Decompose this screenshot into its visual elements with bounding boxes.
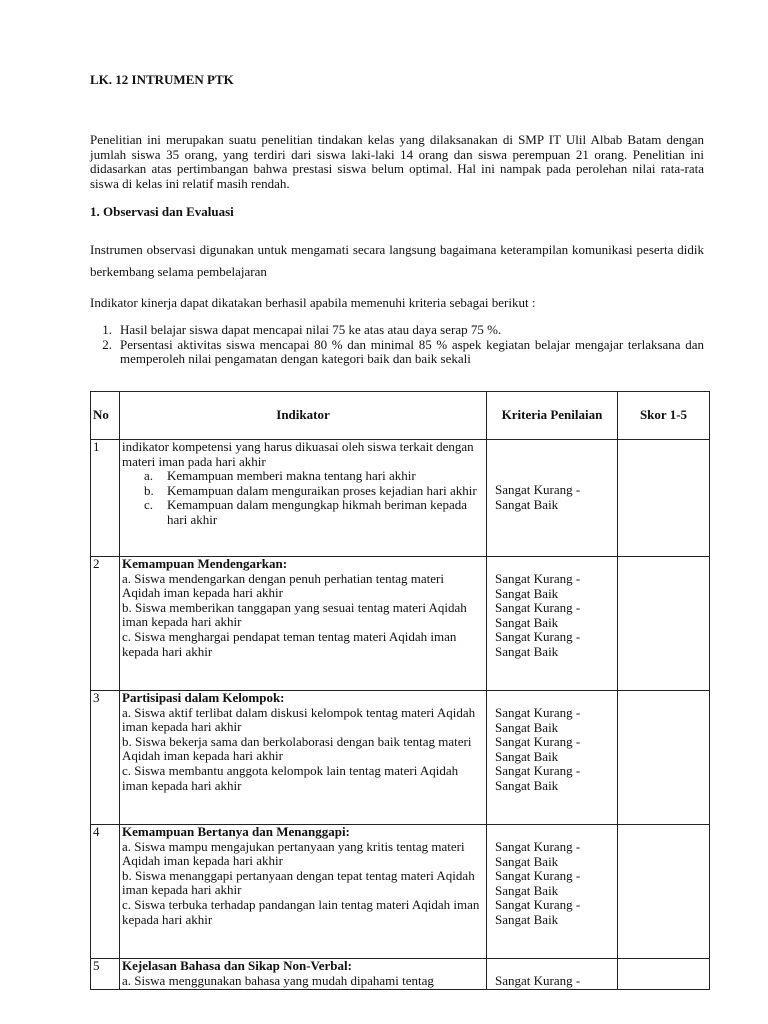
sub-item <box>122 498 484 527</box>
criteria-number: 1. <box>102 322 112 337</box>
row-indikator <box>120 959 487 990</box>
row-heading: Kemampuan Bertanya dan Menanggapi: <box>122 824 350 839</box>
sub-text: Kemampuan dalam mengungkap hikmah beriman kepada hari akhir <box>167 497 467 527</box>
row-heading: Partisipasi dalam Kelompok: <box>122 690 285 705</box>
sub-item <box>122 484 484 499</box>
row-item: a. Siswa mendengarkan dengan penuh perhatian tentag materi Aqidah iman kepada hari akhir <box>122 570 444 601</box>
row-item: b. Siswa menanggapi pertanyaan dengan tepat tentag materi Aqidah iman kepada hari akhir <box>122 867 475 898</box>
row-skor[interactable] <box>618 440 710 557</box>
criteria-item <box>90 338 704 367</box>
indicator-table <box>90 391 710 990</box>
row-indikator <box>120 825 487 959</box>
criteria-text: Hasil belajar siswa dapat mencapai nilai 75 ke atas atau daya serap 75 %. <box>120 322 502 337</box>
row-kriteria <box>487 959 618 990</box>
row-number: 2 <box>91 557 120 691</box>
kriteria-value: Sangat Kurang - Sangat Baik <box>495 897 581 927</box>
kriteria-value: Sangat Kurang - Sangat Baik <box>495 600 581 630</box>
kriteria-value: Sangat Kurang - Sangat Baik <box>495 868 581 898</box>
sub-item <box>122 469 484 484</box>
table-row <box>91 557 710 691</box>
row-indikator <box>120 557 487 691</box>
kriteria-value: Sangat Kurang - Sangat Baik <box>495 571 581 601</box>
row-intro: indikator kompetensi yang harus dikuasai oleh siswa terkait dengan materi iman pada hari akhir <box>122 439 474 469</box>
row-heading: Kemampuan Mendengarkan: <box>122 556 288 571</box>
row-item: a. Siswa aktif terlibat dalam diskusi kelompok tentag materi Aqidah iman kepada hari akhir <box>122 704 476 735</box>
sub-marker: c. <box>144 497 154 513</box>
row-item: a. Siswa menggunakan bahasa yang mudah dipahami tentag <box>122 972 434 988</box>
sub-list <box>122 469 484 527</box>
row-number: 1 <box>91 440 120 557</box>
row-kriteria <box>487 557 618 691</box>
row-heading: Kejelasan Bahasa dan Sikap Non-Verbal: <box>122 958 352 973</box>
section-paragraph: Instrumen observasi digunakan untuk mengamati secara langsung bagaimana keterampilan komunikasi peserta didik berkembang selama pembelajaran <box>90 242 704 279</box>
criteria-number: 2. <box>102 336 112 352</box>
row-item: b. Siswa bekerja sama dan berkolaborasi dengan baik tentag materi Aqidah iman kepada hari akhir <box>122 733 472 764</box>
section-heading: 1. Observasi dan Evaluasi <box>90 204 234 219</box>
header-kriteria: Kriteria Penilaian <box>487 392 618 440</box>
sub-text: Kemampuan memberi makna tentang hari akhir <box>167 468 416 484</box>
kriteria-value: Sangat Kurang - Sangat Baik <box>495 839 581 869</box>
kriteria-value: Sangat Kurang - Sangat Baik <box>495 734 581 764</box>
row-indikator <box>120 440 487 557</box>
row-item: b. Siswa memberikan tanggapan yang sesuai tentag materi Aqidah iman kepada hari akhir <box>122 599 467 630</box>
table-row <box>91 959 710 990</box>
row-indikator <box>120 691 487 825</box>
kriteria-value: Sangat Kurang - Sangat Baik <box>495 705 581 735</box>
kriteria-value: Sangat Kurang - Sangat Baik <box>495 629 581 659</box>
row-number: 4 <box>91 825 120 959</box>
criteria-text: Persentasi aktivitas siswa mencapai 80 % dan minimal 85 % aspek kegiatan belajar mengajar terlaksana dan memperoleh nilai pengamatan dengan kategori baik dan baik sekali <box>120 336 704 367</box>
table-row <box>91 825 710 959</box>
row-skor[interactable] <box>618 691 710 825</box>
intro-paragraph: Penelitian ini merupakan suatu penelitian tindakan kelas yang dilaksanakan di SMP IT Ulil Albab Batam dengan jumlah siswa 35 orang, yang terdiri dari siswa laki-laki 14 orang dan siswa perempuan 21 orang. Penelitian ini didasarkan atas pertimbangan bahwa prestasi siswa belum optimal. Hal ini nampak pada perolehan nilai rata-rata siswa di kelas ini relatif masih rendah. <box>90 132 704 191</box>
table-row <box>91 440 710 557</box>
table-header-row <box>91 392 710 440</box>
row-item: a. Siswa mampu mengajukan pertanyaan yang kritis tentag materi Aqidah iman kepada hari akhir <box>122 838 465 869</box>
document-title: LK. 12 INTRUMEN PTK <box>90 72 234 87</box>
row-skor[interactable] <box>618 557 710 691</box>
kriteria-value: Sangat Kurang - Sangat Baik <box>495 763 581 793</box>
row-number: 5 <box>91 959 120 990</box>
kriteria-value: Sangat Kurang - <box>495 973 581 988</box>
header-skor: Skor 1-5 <box>618 392 710 440</box>
row-kriteria: Sangat Kurang - Sangat Baik <box>487 440 618 557</box>
row-skor[interactable] <box>618 959 710 990</box>
row-kriteria <box>487 825 618 959</box>
row-item: c. Siswa membantu anggota kelompok lain tentag materi Aqidah iman kepada hari akhir <box>122 762 459 793</box>
row-item: c. Siswa menghargai pendapat teman tentag materi Aqidah iman kepada hari akhir <box>122 628 457 659</box>
table-row <box>91 691 710 825</box>
kriteria-spacer <box>495 959 615 974</box>
sub-marker: a. <box>144 468 154 484</box>
header-indikator: Indikator <box>120 392 487 440</box>
row-skor[interactable] <box>618 825 710 959</box>
row-item: c. Siswa terbuka terhadap pandangan lain tentag materi Aqidah iman kepada hari akhir <box>122 896 480 927</box>
sub-text: Kemampuan dalam menguraikan proses kejadian hari akhir <box>167 482 477 498</box>
row-number: 3 <box>91 691 120 825</box>
sub-marker: b. <box>144 482 154 498</box>
criteria-list <box>90 323 704 367</box>
header-no: No <box>91 392 120 440</box>
criteria-intro: Indikator kinerja dapat dikatakan berhasil apabila memenuhi kriteria sebagai berikut : <box>90 295 536 310</box>
row-kriteria <box>487 691 618 825</box>
criteria-item <box>90 323 704 338</box>
